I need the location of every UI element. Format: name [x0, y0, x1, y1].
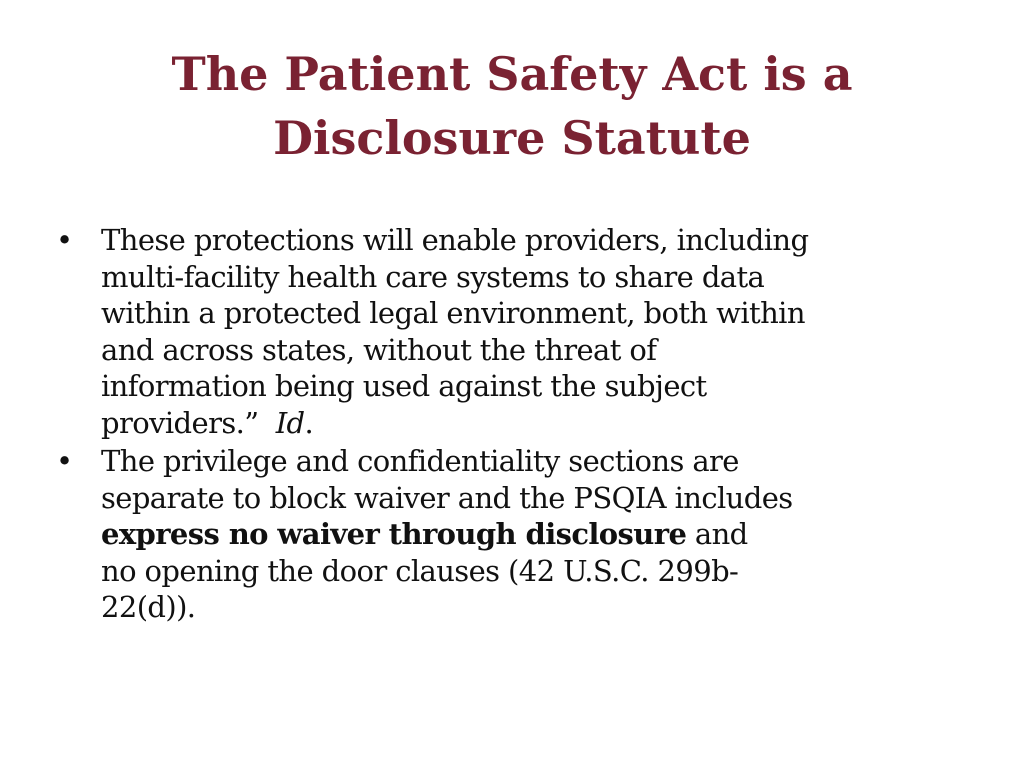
bullet-list [56, 222, 956, 628]
citation-id: Id [275, 405, 305, 440]
slide-title-line-1: The Patient Safety Act is a [171, 47, 853, 101]
bullet-2-line-5: 22(d)). [101, 590, 196, 624]
bullet-1-line-6-text: providers.” [101, 405, 276, 440]
bold-phrase: express no waiver through disclosure [101, 517, 687, 551]
slide-title [60, 42, 964, 170]
bullet-icon: • [56, 444, 73, 478]
bullet-1-line-4: and across states, without the threat of [101, 332, 657, 367]
bullet-1-line-2: multi-facility health care systems to share data [101, 259, 765, 294]
bullet-item-privilege [56, 443, 956, 626]
bullet-2-line-4: no opening the door clauses (42 U.S.C. 299b- [101, 553, 739, 588]
bullet-1-line-6 [101, 405, 956, 442]
bullet-icon: • [56, 223, 73, 257]
bullet-item-protections [56, 222, 956, 441]
slide-title-line-2: Disclosure Statute [273, 111, 751, 165]
bullet-2-after-bold: and [686, 517, 748, 551]
bullet-1-line-5: information being used against the subject [101, 369, 707, 403]
bullet-2-line-2: separate to block waiver and the PSQIA includes [101, 480, 793, 515]
bullet-2-line-1: The privilege and confidentiality sections are [101, 444, 739, 478]
bullet-1-line-1: These protections will enable providers, including [101, 223, 809, 257]
bullet-2-line-3 [101, 516, 956, 553]
bullet-1-line-3: within a protected legal environment, both within [101, 296, 805, 330]
citation-period: . [304, 405, 314, 440]
